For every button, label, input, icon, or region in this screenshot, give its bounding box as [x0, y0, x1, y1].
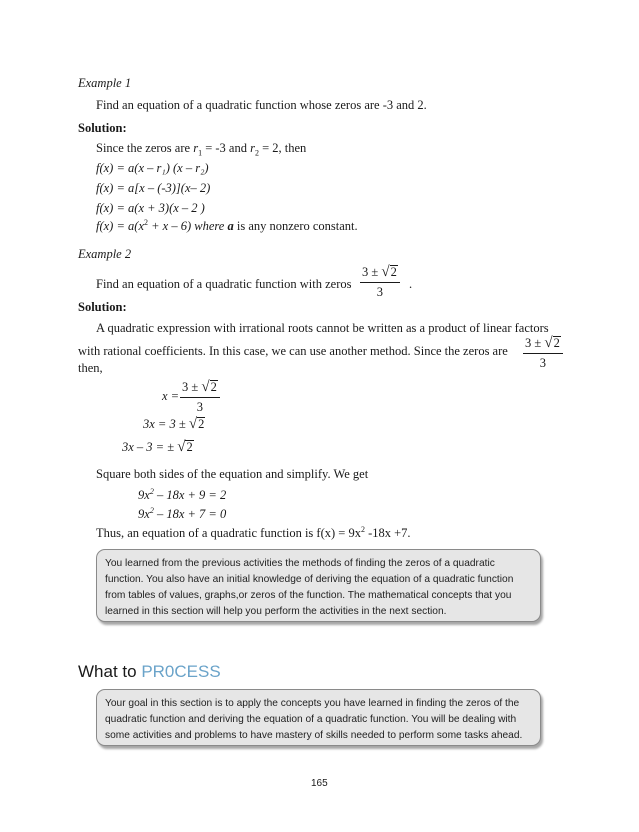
goal-note-box: [96, 689, 541, 746]
eq2: 3x = 3 ± √ 2: [143, 416, 205, 432]
since-r2: r: [250, 141, 255, 155]
para-frac-rad: 2: [553, 336, 560, 351]
para-frac-den: 3: [539, 356, 547, 370]
since-text-mid: = -3 and: [202, 141, 251, 155]
sq1-sup: 2: [149, 487, 154, 496]
frac-rad: 2: [390, 265, 397, 280]
section-heading: [78, 662, 221, 682]
square-text: Square both sides of the equation and simplify. We get: [96, 467, 369, 481]
sq2-sup: 2: [149, 506, 154, 515]
sq1-a: 9x: [138, 488, 150, 503]
summary-line: You learned from the previous activities the methods of finding the zeros of a quadratic: [105, 558, 495, 569]
example1-title: Example 1: [78, 76, 132, 90]
eq1-num: 3 ±: [182, 380, 199, 394]
thus-line: [96, 525, 411, 541]
summary-note-box: [96, 549, 541, 622]
eq3: 3x – 3 = ± √ 2: [122, 439, 193, 455]
example1-step2: f(x) = a[x – (-3)](x– 2): [96, 181, 211, 195]
para-frac-num: 3 ±: [525, 336, 542, 350]
example2-para-line3: then,: [78, 361, 103, 375]
eq3-lhs: 3x – 3 = ±: [122, 440, 175, 454]
summary-line: function. You also have an initial knowledge of deriving the equation of a quadratic function: [105, 574, 514, 585]
example1-step3: f(x) = a(x + 3)(x – 2 ): [96, 201, 205, 215]
summary-line: learned in this section will help you perform the activities in the next section.: [105, 606, 447, 617]
example2-zeros-fraction: 3 ± √ 2 3: [360, 265, 400, 299]
goal-line: Your goal in this section is to apply the concepts you have learned in finding the zeros of the: [105, 698, 520, 709]
eq2-lhs: 3x = 3 ±: [143, 417, 186, 431]
heading-accent: PR0CESS: [141, 662, 221, 681]
since-sub1: 1: [198, 148, 203, 158]
eq1-rad: 2: [210, 380, 217, 395]
sq2-a: 9x: [138, 507, 150, 522]
example1-since-line: [96, 141, 306, 158]
sq2-b: – 18x + 7 = 0: [153, 507, 227, 522]
step4-c: is any nonzero constant.: [233, 219, 358, 234]
step4-bold-a: a: [227, 219, 234, 234]
since-r1: r: [193, 141, 199, 155]
example2-solution-label: Solution:: [78, 300, 127, 314]
example1-prompt: Find an equation of a quadratic function whose zeros are -3 and 2.: [96, 98, 427, 112]
thus-a: Thus, an equation of a quadratic function is f(x) = 9x: [96, 526, 361, 541]
sq-eq1: [138, 487, 226, 503]
summary-line: from tables of values, graphs,or zeros of the function. The mathematical concepts that you: [105, 590, 512, 601]
since-text-a: Since the zeros are: [96, 141, 194, 155]
heading-plain: What to: [78, 662, 142, 681]
goal-line: some activities and problems to have mastery of skills needed to perform some tasks ahead.: [105, 730, 523, 741]
frac-num: 3 ±: [362, 265, 379, 279]
example1-step1: f(x) = a(x – r₁) (x – r₂): [96, 161, 209, 175]
thus-sup: 2: [360, 525, 365, 534]
eq1-den: 3: [196, 400, 204, 414]
example2-title: Example 2: [78, 247, 132, 261]
example2-prompt: Find an equation of a quadratic function with zeros: [96, 277, 352, 291]
goal-line: quadratic function and deriving the equation of a quadratic function. You will be dealing with: [105, 714, 517, 725]
thus-b: -18x +7.: [364, 526, 411, 541]
step4-sup: 2: [144, 218, 148, 227]
sq1-b: – 18x + 9 = 2: [153, 488, 227, 503]
eq3-rad: 2: [186, 440, 193, 455]
frac-den: 3: [376, 285, 384, 299]
example2-para-line2: with rational coefficients. In this case, we can use another method. Since the zeros are: [78, 344, 508, 358]
eq1-fraction: 3 ± √ 2 3: [180, 380, 220, 414]
example1-step4: [96, 218, 358, 234]
example2-para-line1: A quadratic expression with irrational roots cannot be written as a product of linear factors: [96, 321, 549, 335]
example2-para-fraction: 3 ± √ 2 3: [523, 336, 563, 370]
page-number: 165: [311, 778, 328, 789]
eq1-lhs: x =: [162, 389, 180, 403]
example1-solution-label: Solution:: [78, 121, 127, 135]
example2-period: .: [409, 277, 413, 291]
step4-a: f(x) = a(x: [96, 219, 144, 234]
since-text-end: = 2, then: [258, 141, 307, 155]
step4-b: + x – 6) where: [148, 219, 228, 234]
sq-eq2: [138, 506, 226, 522]
eq2-rad: 2: [198, 417, 205, 432]
since-sub2: 2: [254, 148, 259, 158]
